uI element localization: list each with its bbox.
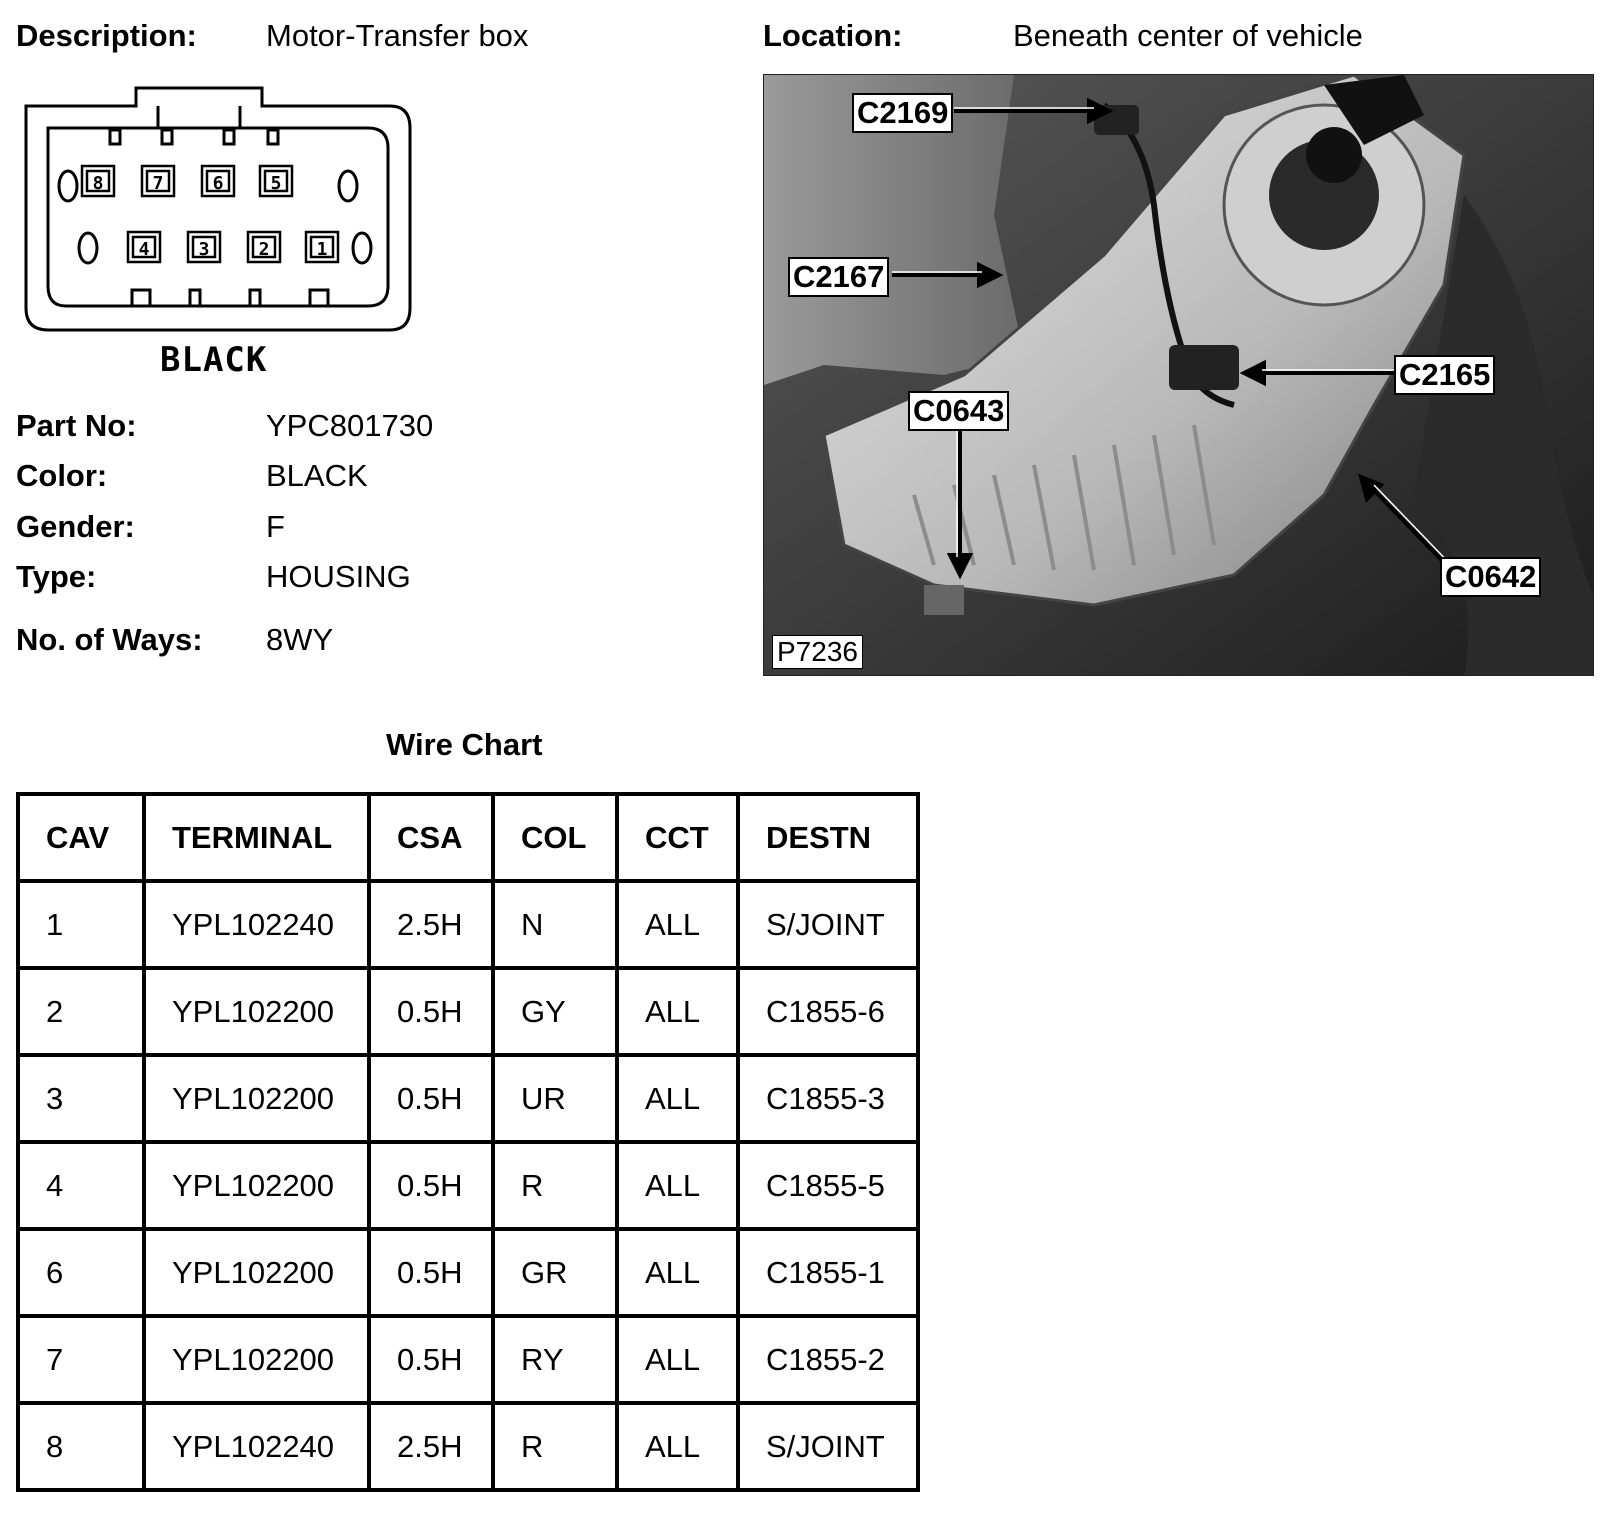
no-of-ways-label: No. of Ways:	[16, 622, 203, 657]
table-row	[18, 1055, 918, 1142]
part-no-label: Part No:	[16, 408, 137, 443]
cell-csa: 0.5H	[369, 1316, 493, 1403]
callout-c0643: C0643	[908, 391, 1009, 431]
cell-cav: 7	[18, 1316, 144, 1403]
cell-terminal: YPL102200	[144, 1316, 369, 1403]
cell-cav: 2	[18, 968, 144, 1055]
wire-chart-header-row	[18, 794, 918, 881]
cell-terminal: YPL102200	[144, 968, 369, 1055]
type-value: HOUSING	[266, 559, 411, 594]
cell-cct: ALL	[617, 1316, 738, 1403]
photo-reference-number: P7236	[772, 635, 863, 669]
description-value: Motor-Transfer box	[266, 18, 529, 53]
cell-col: RY	[493, 1316, 617, 1403]
cell-cav: 3	[18, 1055, 144, 1142]
wire-chart-title: Wire Chart	[386, 727, 543, 762]
cell-csa: 2.5H	[369, 881, 493, 968]
cell-destn: C1855-6	[738, 968, 918, 1055]
pin-number-4: 4	[138, 239, 150, 260]
cell-cct: ALL	[617, 1229, 738, 1316]
cell-csa: 0.5H	[369, 968, 493, 1055]
cell-cav: 4	[18, 1142, 144, 1229]
cell-csa: 0.5H	[369, 1055, 493, 1142]
column-header-cct: CCT	[617, 794, 738, 881]
column-header-col: COL	[493, 794, 617, 881]
cell-col: UR	[493, 1055, 617, 1142]
cell-cav: 8	[18, 1403, 144, 1490]
cell-col: R	[493, 1403, 617, 1490]
table-row	[18, 1403, 918, 1490]
cell-cav: 1	[18, 881, 144, 968]
cell-terminal: YPL102240	[144, 1403, 369, 1490]
pin-number-5: 5	[270, 173, 282, 194]
callout-c2165: C2165	[1394, 355, 1495, 395]
cell-terminal: YPL102200	[144, 1142, 369, 1229]
cell-col: N	[493, 881, 617, 968]
cell-cct: ALL	[617, 968, 738, 1055]
cell-terminal: YPL102200	[144, 1055, 369, 1142]
pin-number-2: 2	[258, 239, 270, 260]
pin-number-7: 7	[152, 173, 164, 194]
callout-c2167: C2167	[788, 257, 889, 297]
pin-number-3: 3	[198, 239, 210, 260]
table-row	[18, 1316, 918, 1403]
description-label: Description:	[16, 18, 197, 53]
color-label: Color:	[16, 458, 108, 493]
type-label: Type:	[16, 559, 97, 594]
cell-destn: C1855-5	[738, 1142, 918, 1229]
pin-number-1: 1	[316, 239, 328, 260]
gender-value: F	[266, 509, 285, 544]
cell-destn: S/JOINT	[738, 881, 918, 968]
cell-col: R	[493, 1142, 617, 1229]
connector-face-diagram	[18, 86, 418, 336]
callout-c2169: C2169	[852, 93, 953, 133]
callout-c0642: C0642	[1440, 557, 1541, 597]
location-label: Location:	[763, 18, 903, 53]
column-header-destn: DESTN	[738, 794, 918, 881]
table-row	[18, 881, 918, 968]
cell-terminal: YPL102200	[144, 1229, 369, 1316]
cell-cct: ALL	[617, 1403, 738, 1490]
cell-cct: ALL	[617, 881, 738, 968]
color-value: BLACK	[266, 458, 368, 493]
cell-terminal: YPL102240	[144, 881, 369, 968]
cell-destn: S/JOINT	[738, 1403, 918, 1490]
pin-number-8: 8	[92, 173, 104, 194]
location-photo	[763, 74, 1594, 676]
table-row	[18, 1142, 918, 1229]
location-value: Beneath center of vehicle	[1013, 18, 1363, 53]
column-header-csa: CSA	[369, 794, 493, 881]
table-row	[18, 1229, 918, 1316]
cell-csa: 0.5H	[369, 1142, 493, 1229]
cell-csa: 2.5H	[369, 1403, 493, 1490]
cell-cav: 6	[18, 1229, 144, 1316]
cell-col: GR	[493, 1229, 617, 1316]
cell-destn: C1855-1	[738, 1229, 918, 1316]
gender-label: Gender:	[16, 509, 135, 544]
pin-number-6: 6	[212, 173, 224, 194]
part-no-value: YPC801730	[266, 408, 434, 443]
connector-color-label: BLACK	[160, 340, 268, 380]
cell-cct: ALL	[617, 1055, 738, 1142]
no-of-ways-value: 8WY	[266, 622, 334, 657]
wire-chart-table	[16, 792, 920, 1492]
cell-destn: C1855-3	[738, 1055, 918, 1142]
column-header-cav: CAV	[18, 794, 144, 881]
cell-csa: 0.5H	[369, 1229, 493, 1316]
column-header-terminal: TERMINAL	[144, 794, 369, 881]
cell-destn: C1855-2	[738, 1316, 918, 1403]
cell-cct: ALL	[617, 1142, 738, 1229]
cell-col: GY	[493, 968, 617, 1055]
table-row	[18, 968, 918, 1055]
